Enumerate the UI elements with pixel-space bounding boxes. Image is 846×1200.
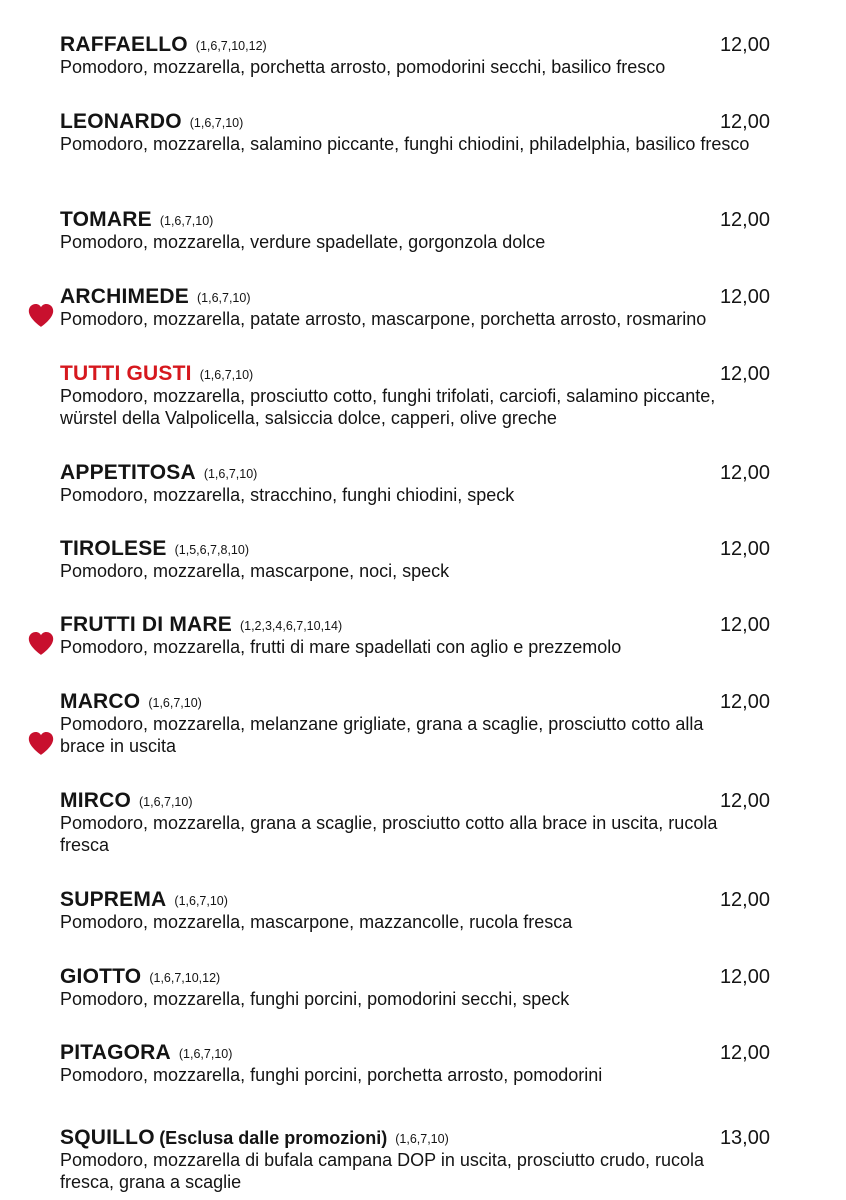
item-name: SQUILLO (60, 1126, 155, 1149)
allergen-codes: (1,6,7,10) (196, 291, 251, 305)
item-description: Pomodoro, mozzarella, melanzane grigliate, grana a scaglie, prosciutto cotto alla brace in uscita (60, 714, 704, 756)
item-price: 12,00 (719, 286, 770, 308)
item-price: 12,00 (719, 111, 770, 133)
item-name: APPETITOSA (60, 461, 196, 484)
item-title-row (60, 284, 770, 310)
item-name: PITAGORA (60, 1041, 171, 1064)
promo-exclusion-note: (Esclusa dalle promozioni) (159, 1128, 388, 1148)
menu-item-appetitosa (60, 460, 770, 506)
allergen-codes: (1,5,6,7,8,10) (174, 543, 249, 557)
item-name: GIOTTO (60, 965, 142, 988)
item-description: Pomodoro, mozzarella di bufala campana DOP in uscita, prosciutto crudo, rucola fresca, grana a scaglie (60, 1150, 704, 1192)
menu-item-tirolese (60, 536, 770, 582)
menu-item-raffaello (60, 32, 770, 78)
menu-item-tutti-gusti (60, 361, 770, 429)
item-name: MIRCO (60, 789, 131, 812)
item-name: ARCHIMEDE (60, 285, 189, 308)
item-title-row (60, 1040, 770, 1066)
heart-icon (28, 303, 54, 327)
menu-item-pitagora (60, 1040, 770, 1086)
heart-icon (28, 731, 54, 755)
heart-icon (28, 631, 54, 655)
item-price: 12,00 (719, 363, 770, 385)
item-name: LEONARDO (60, 110, 182, 133)
menu-item-marco (60, 689, 770, 757)
item-price: 12,00 (719, 538, 770, 560)
item-description: Pomodoro, mozzarella, funghi porcini, porchetta arrosto, pomodorini (60, 1065, 603, 1085)
menu-item-suprema (60, 887, 770, 933)
item-title-row (60, 460, 770, 486)
item-price: 12,00 (719, 889, 770, 911)
allergen-codes: (1,6,7,10) (174, 894, 228, 908)
allergen-codes: (1,6,7,10) (139, 795, 193, 809)
item-title-row (60, 887, 770, 913)
item-description: Pomodoro, mozzarella, mascarpone, mazzancolle, rucola fresca (60, 912, 573, 932)
menu-item-frutti-di-mare (60, 612, 770, 658)
item-description: Pomodoro, mozzarella, grana a scaglie, prosciutto cotto alla brace in uscita, rucola fresca (60, 813, 718, 855)
item-description: Pomodoro, mozzarella, porchetta arrosto, pomodorini secchi, basilico fresco (60, 57, 666, 77)
item-price: 13,00 (719, 1127, 770, 1149)
item-name-highlighted: TUTTI GUSTI (60, 362, 192, 385)
item-title-row (60, 964, 770, 990)
item-name: RAFFAELLO (60, 33, 188, 56)
item-description: Pomodoro, mozzarella, funghi porcini, pomodorini secchi, speck (60, 989, 570, 1009)
item-description: Pomodoro, mozzarella, prosciutto cotto, funghi trifolati, carciofi, salamino piccante, würstel della Valpolicella, salsiccia dolce, capperi, olive greche (60, 386, 716, 428)
item-name: TOMARE (60, 208, 152, 231)
item-name: FRUTTI DI MARE (60, 613, 232, 636)
item-title-row (60, 612, 770, 638)
item-title-row (60, 109, 770, 135)
item-price: 12,00 (719, 966, 770, 988)
menu-item-tomare (60, 207, 770, 253)
item-name: SUPREMA (60, 888, 167, 911)
item-description: Pomodoro, mozzarella, frutti di mare spadellati con aglio e prezzemolo (60, 637, 622, 657)
allergen-codes: (1,6,7,10) (395, 1132, 449, 1146)
item-title-row (60, 207, 770, 233)
item-title-row (60, 361, 770, 387)
item-price: 12,00 (719, 1042, 770, 1064)
item-price: 12,00 (719, 462, 770, 484)
item-title-row (60, 1125, 770, 1151)
item-title-row (60, 536, 770, 562)
allergen-codes: (1,6,7,10) (159, 214, 214, 228)
allergen-codes: (1,2,3,4,6,7,10,14) (239, 619, 343, 633)
menu-item-leonardo (60, 109, 770, 155)
menu-item-mirco (60, 788, 770, 856)
item-title-row (60, 32, 770, 58)
item-description: Pomodoro, mozzarella, mascarpone, noci, speck (60, 561, 450, 581)
allergen-codes: (1,6,7,10) (178, 1047, 233, 1061)
item-name: TIROLESE (60, 537, 167, 560)
item-price: 12,00 (719, 209, 770, 231)
item-title-row (60, 689, 770, 715)
item-price: 12,00 (719, 614, 770, 636)
item-title-row (60, 788, 770, 814)
item-price: 12,00 (719, 790, 770, 812)
item-description: Pomodoro, mozzarella, verdure spadellate, gorgonzola dolce (60, 232, 546, 252)
item-description: Pomodoro, mozzarella, stracchino, funghi chiodini, speck (60, 485, 515, 505)
menu-item-giotto (60, 964, 770, 1010)
item-name: MARCO (60, 690, 141, 713)
allergen-codes: (1,6,7,10,12) (195, 39, 267, 53)
item-description: Pomodoro, mozzarella, patate arrosto, mascarpone, porchetta arrosto, rosmarino (60, 309, 707, 329)
allergen-codes: (1,6,7,10) (148, 696, 202, 710)
item-price: 12,00 (719, 34, 770, 56)
allergen-codes: (1,6,7,10,12) (149, 971, 221, 985)
menu-item-squillo (60, 1125, 770, 1193)
item-description: Pomodoro, mozzarella, salamino piccante, funghi chiodini, philadelphia, basilico fresco (60, 134, 750, 154)
allergen-codes: (1,6,7,10) (199, 368, 254, 382)
allergen-codes: (1,6,7,10) (189, 116, 244, 130)
allergen-codes: (1,6,7,10) (203, 467, 258, 481)
item-price: 12,00 (719, 691, 770, 713)
menu-item-archimede (60, 284, 770, 330)
